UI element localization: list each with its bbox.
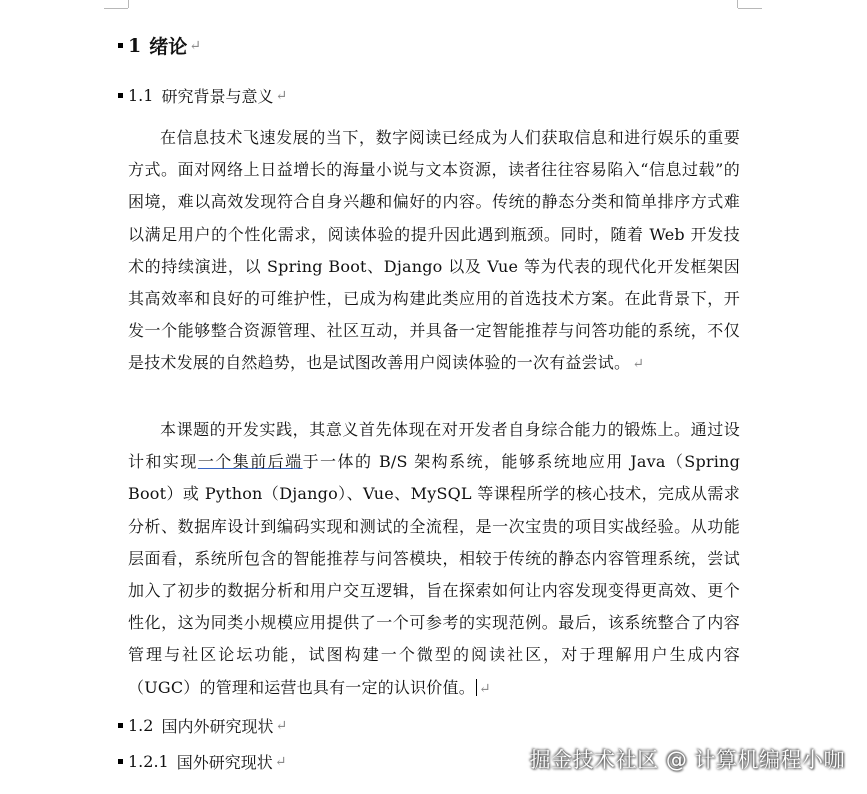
heading-number: 1 [128, 34, 142, 57]
heading-number: 1.2 [128, 716, 154, 735]
heading-number: 1.2.1 [128, 752, 169, 771]
heading-title: 研究背景与意义 [161, 87, 274, 106]
paragraph-mark-icon: ↵ [274, 753, 287, 770]
paragraph-mark-icon: ↵ [275, 87, 288, 104]
paragraph-mark-icon: ↵ [189, 37, 201, 54]
heading-1-2[interactable] [118, 714, 287, 737]
heading-title: 国外研究现状 [176, 753, 273, 772]
heading-1-2-1[interactable] [118, 750, 286, 773]
paragraph-significance[interactable] [128, 414, 740, 705]
heading-number: 1.1 [128, 86, 154, 105]
paragraph-background[interactable] [128, 122, 740, 381]
heading-bullet-icon [118, 723, 123, 728]
paragraph-mark-icon: ↵ [478, 680, 491, 697]
page-corner-top-left [104, 0, 128, 9]
heading-1-1[interactable] [118, 84, 287, 107]
paragraph-mark-icon: ↵ [632, 356, 645, 373]
paragraph-text: 在信息技术飞速发展的当下，数字阅读已经成为人们获取信息和进行娱乐的重要方式。面对网络上日益增长的海量小说与文本资源，读者往往容易陷入“信息过载”的困境，难以高效发现符合自身兴趣和偏好的内容。传统的静态分类和简单排序方式难以满足用户的个性化需求，阅读体验的提升因此遇到瓶颈。同时，随着 Web 开发技术的持续演进，以 Spring Boot、Django 以及 Vue 等为代表的现代化开发框架因其高效率和良好的可维护性，已成为构建此类应用的首选技术方案。在此背景下，开发一个能够整合资源管理、社区互动，并具备一定智能推荐与问答功能的系统，不仅是技术发展的自然趋势，也是试图改善用户阅读体验的一次有益尝试。 [128, 128, 740, 373]
spellcheck-underline-text[interactable]: 一个集前后端 [197, 452, 303, 472]
paragraph-text: 本课题的开发实践，其意义首先体现在对开发者自身综合能力的锻炼上。通过设计和实现 [128, 420, 740, 472]
paragraph-text: 于一体的 B/S 架构系统，能够系统地应用 Java（Spring Boot）或 Python（Django）、Vue、MySQL 等课程所学的核心技术，完成从需求分析、数据库设计到编码实现和测试的全流程，是一次宝贵的项目实战经验。从功能层面看，系统所包含的智能推荐与问答模块，相较于传统的静态内容管理系统，尝试加入了初步的数据分析和用户交互逻辑，旨在探索如何让内容发现变得更高效、更个性化，这为同类小规模应用提供了一个可参考的实现范例。最后，该系统整合了内容管理与社区论坛功能，试图构建一个微型的阅读社区，对于理解用户生成内容（UGC）的管理和运营也具有一定的认识价值。 [128, 452, 741, 697]
watermark: 掘金技术社区 @ 计算机编程小咖 [529, 748, 845, 772]
text-cursor [476, 679, 477, 696]
heading-bullet-icon [118, 43, 123, 48]
heading-bullet-icon [118, 93, 123, 98]
heading-bullet-icon [118, 759, 123, 764]
paragraph-mark-icon: ↵ [275, 717, 288, 734]
heading-1[interactable] [118, 32, 201, 59]
page-corner-top-right [738, 0, 762, 9]
heading-title: 国内外研究现状 [161, 717, 274, 736]
heading-title: 绪论 [149, 36, 188, 58]
